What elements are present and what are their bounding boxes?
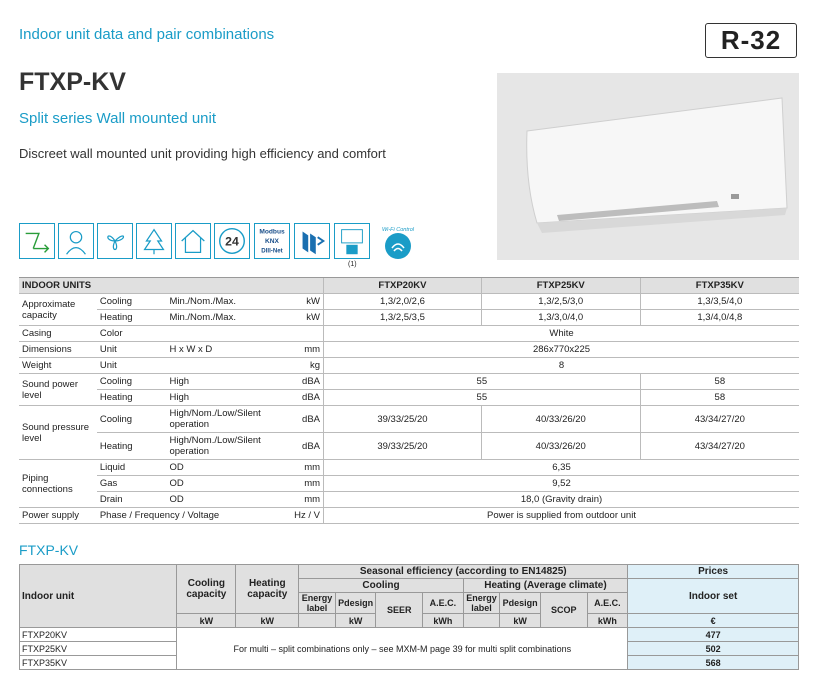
cell: 43/34/27/20 (640, 406, 799, 433)
header-seer: SEER (376, 593, 423, 628)
table-row (20, 628, 799, 642)
row-label: Cooling (97, 406, 167, 433)
table-row (19, 460, 799, 476)
cell: 1,3/2,0/2,6 (324, 294, 482, 310)
table-row (19, 326, 799, 342)
spec-table (19, 277, 799, 524)
timer-24-icon (214, 223, 250, 259)
row-group-label: Power supply (19, 508, 97, 524)
cell: 55 (324, 374, 641, 390)
header-unit: kW (335, 614, 376, 628)
header-heating-capacity: Heating capacity (236, 565, 299, 614)
table-row (19, 342, 799, 358)
spec-header-model: FTXP35KV (640, 278, 799, 294)
header-unit: kW (500, 614, 541, 628)
wifi-control-icon (380, 222, 416, 262)
table-row (19, 508, 799, 524)
row-unit: kg (291, 358, 323, 374)
header-scop: SCOP (540, 593, 587, 628)
interface-icon (294, 223, 330, 259)
cell: 58 (640, 374, 799, 390)
cell: 40/33/26/20 (481, 406, 640, 433)
row-unit: kW (291, 310, 323, 326)
row-unit: mm (291, 476, 323, 492)
spec-header-label: INDOOR UNITS (19, 278, 324, 294)
row-group-label: Sound power level (19, 374, 97, 406)
svg-text:Modbus: Modbus (259, 228, 285, 236)
tree-icon (136, 223, 172, 259)
remote-icon (334, 223, 370, 259)
row-detail: OD (166, 492, 291, 508)
row-price: 477 (628, 628, 799, 642)
row-unit: mm (291, 492, 323, 508)
table-row (19, 406, 799, 433)
comfort-icon (58, 223, 94, 259)
header-aec: A.E.C. (587, 593, 628, 614)
cell: 9,52 (324, 476, 799, 492)
row-label: Drain (97, 492, 167, 508)
header-prices: Prices (628, 565, 799, 579)
row-price: 568 (628, 656, 799, 670)
row-unit: kW (291, 294, 323, 310)
svg-text:KNX: KNX (265, 237, 279, 245)
row-group-label: Weight (19, 358, 97, 374)
row-label: Heating (97, 310, 167, 326)
row-detail: Min./Nom./Max. (166, 294, 291, 310)
cell: Power is supplied from outdoor unit (324, 508, 799, 524)
cell: 6,35 (324, 460, 799, 476)
airflow-icon (19, 223, 55, 259)
row-label: Phase / Frequency / Voltage (97, 508, 291, 524)
table-row (19, 374, 799, 390)
cell: 55 (324, 390, 641, 406)
pair-table (19, 564, 799, 670)
refrigerant-badge: R-32 (705, 23, 797, 58)
header-heating: Heating (Average climate) (463, 579, 627, 593)
table-row (19, 310, 799, 326)
row-unit: Hz / V (291, 508, 323, 524)
row-price: 502 (628, 642, 799, 656)
header-pdesign: Pdesign (335, 593, 376, 614)
row-unit: mm (291, 460, 323, 476)
home-icon (175, 223, 211, 259)
header-unit: kWh (587, 614, 628, 628)
cell: 58 (640, 390, 799, 406)
table-row (19, 358, 799, 374)
header-aec: A.E.C. (423, 593, 464, 614)
model-subtitle: Split series Wall mounted unit (19, 110, 217, 127)
table-row (19, 390, 799, 406)
row-label: Unit (97, 342, 167, 358)
row-detail: OD (166, 476, 291, 492)
row-detail: High (166, 390, 291, 406)
header-indoor-set: Indoor set (628, 579, 799, 614)
header-currency: € (628, 614, 799, 628)
header-unit: kW (177, 614, 236, 628)
icon-footnote: (1) (348, 261, 357, 268)
row-label: Heating (97, 390, 167, 406)
row-unit: mm (291, 342, 323, 358)
header-cooling-capacity: Cooling capacity (177, 565, 236, 614)
multi-split-note: For multi – split combinations only – see MXM-M page 39 for multi split combinations (177, 628, 628, 670)
row-detail: Min./Nom./Max. (166, 310, 291, 326)
pair-section-title: FTXP-KV (19, 542, 79, 558)
row-group-label: Approximate capacity (19, 294, 97, 326)
cell: 1,3/3,5/4,0 (640, 294, 799, 310)
row-detail: High/Nom./Low/Silent operation (166, 406, 291, 433)
cell: 8 (324, 358, 799, 374)
row-group-label: Casing (19, 326, 97, 342)
cell: 286x770x225 (324, 342, 799, 358)
row-label: Cooling (97, 374, 167, 390)
cell: 39/33/25/20 (324, 433, 482, 460)
modbus-knx-dii-net-icon (254, 223, 290, 259)
header-energy-label: Energy label (463, 593, 500, 614)
cell: White (324, 326, 799, 342)
row-unit: dBA (291, 406, 323, 433)
row-label: Heating (97, 433, 167, 460)
model-description: Discreet wall mounted unit providing high efficiency and comfort (19, 146, 386, 161)
cell: 39/33/25/20 (324, 406, 482, 433)
row-label: Liquid (97, 460, 167, 476)
row-group-label: Dimensions (19, 342, 97, 358)
row-unit-name: FTXP35KV (20, 656, 177, 670)
row-unit-name: FTXP25KV (20, 642, 177, 656)
header-indoor-unit: Indoor unit (20, 565, 177, 628)
table-row (19, 433, 799, 460)
cell: 1,3/2,5/3,0 (481, 294, 640, 310)
svg-text:Wi-Fi Control: Wi-Fi Control (381, 227, 415, 233)
svg-text:DIII-Net: DIII-Net (261, 247, 283, 255)
row-label: Gas (97, 476, 167, 492)
product-image (497, 73, 799, 260)
section-title: Indoor unit data and pair combinations (19, 26, 275, 43)
svg-text:24: 24 (225, 234, 239, 249)
spec-header-model: FTXP20KV (324, 278, 482, 294)
model-title: FTXP-KV (19, 68, 126, 96)
cell: 18,0 (Gravity drain) (324, 492, 799, 508)
fan-icon (97, 223, 133, 259)
row-detail: OD (166, 460, 291, 476)
cell: 1,3/2,5/3,5 (324, 310, 482, 326)
header-unit: kW (236, 614, 299, 628)
cell: 1,3/4,0/4,8 (640, 310, 799, 326)
row-detail: H x W x D (166, 342, 291, 358)
row-unit: dBA (291, 433, 323, 460)
header-cooling: Cooling (299, 579, 463, 593)
row-detail: High (166, 374, 291, 390)
table-row (19, 492, 799, 508)
cell: 43/34/27/20 (640, 433, 799, 460)
cell: 1,3/3,0/4,0 (481, 310, 640, 326)
row-label: Unit (97, 358, 167, 374)
header-energy-label: Energy label (299, 593, 336, 614)
row-group-label: Piping connections (19, 460, 97, 508)
spec-header-row (19, 278, 799, 294)
row-detail: High/Nom./Low/Silent operation (166, 433, 291, 460)
pair-header-row (20, 565, 799, 579)
table-row (19, 476, 799, 492)
cell: 40/33/26/20 (481, 433, 640, 460)
header-seasonal: Seasonal efficiency (according to EN14825) (299, 565, 628, 579)
row-label: Color (97, 326, 167, 342)
spec-header-model: FTXP25KV (481, 278, 640, 294)
row-unit: dBA (291, 390, 323, 406)
row-unit: dBA (291, 374, 323, 390)
table-row (19, 294, 799, 310)
header-unit: kWh (423, 614, 464, 628)
row-unit-name: FTXP20KV (20, 628, 177, 642)
row-label: Cooling (97, 294, 167, 310)
row-group-label: Sound pressure level (19, 406, 97, 460)
header-pdesign: Pdesign (500, 593, 541, 614)
